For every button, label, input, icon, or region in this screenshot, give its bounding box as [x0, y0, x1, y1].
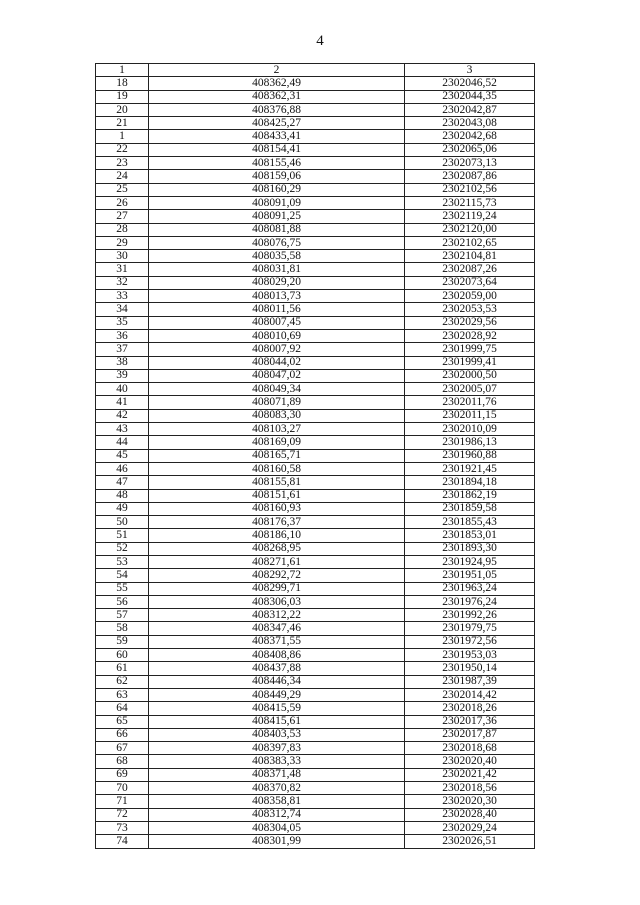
- cell-point-number: 27: [96, 210, 149, 223]
- table-row: [96, 236, 535, 249]
- cell-x-coordinate: 408071,89: [149, 396, 405, 409]
- table-row: [96, 183, 535, 196]
- table-row: [96, 502, 535, 515]
- cell-y-coordinate: 2302011,76: [405, 396, 535, 409]
- cell-x-coordinate: 408160,58: [149, 462, 405, 475]
- cell-point-number: 43: [96, 423, 149, 436]
- table-row: [96, 462, 535, 475]
- cell-y-coordinate: 2302020,30: [405, 795, 535, 808]
- cell-point-number: 65: [96, 715, 149, 728]
- table-row: [96, 263, 535, 276]
- cell-point-number: 72: [96, 808, 149, 821]
- coordinates-table: [95, 63, 535, 849]
- table-row: [96, 622, 535, 635]
- cell-point-number: 69: [96, 768, 149, 781]
- table-row: [96, 662, 535, 675]
- cell-y-coordinate: 2302120,00: [405, 223, 535, 236]
- cell-x-coordinate: 408433,41: [149, 130, 405, 143]
- cell-x-coordinate: 408165,71: [149, 449, 405, 462]
- cell-y-coordinate: 2302017,87: [405, 728, 535, 741]
- cell-point-number: 53: [96, 555, 149, 568]
- cell-x-coordinate: 408160,29: [149, 183, 405, 196]
- table-row: [96, 130, 535, 143]
- cell-y-coordinate: 2301999,41: [405, 356, 535, 369]
- table-row: [96, 356, 535, 369]
- cell-point-number: 36: [96, 329, 149, 342]
- cell-x-coordinate: 408169,09: [149, 436, 405, 449]
- cell-point-number: 73: [96, 821, 149, 834]
- cell-x-coordinate: 408312,22: [149, 609, 405, 622]
- cell-point-number: 50: [96, 516, 149, 529]
- table-row: [96, 516, 535, 529]
- cell-point-number: 63: [96, 688, 149, 701]
- cell-y-coordinate: 2301893,30: [405, 542, 535, 555]
- cell-y-coordinate: 2301894,18: [405, 476, 535, 489]
- cell-point-number: 49: [96, 502, 149, 515]
- cell-x-coordinate: 408347,46: [149, 622, 405, 635]
- cell-point-number: 30: [96, 250, 149, 263]
- cell-y-coordinate: 2302011,15: [405, 409, 535, 422]
- cell-x-coordinate: 408425,27: [149, 117, 405, 130]
- cell-x-coordinate: 408091,09: [149, 196, 405, 209]
- cell-y-coordinate: 2302065,06: [405, 143, 535, 156]
- cell-y-coordinate: 2302014,42: [405, 688, 535, 701]
- cell-x-coordinate: 408076,75: [149, 236, 405, 249]
- cell-y-coordinate: 2301987,39: [405, 675, 535, 688]
- cell-y-coordinate: 2302005,07: [405, 383, 535, 396]
- table-row: [96, 555, 535, 568]
- table-row: [96, 117, 535, 130]
- cell-y-coordinate: 2302119,24: [405, 210, 535, 223]
- cell-point-number: 38: [96, 356, 149, 369]
- cell-point-number: 51: [96, 529, 149, 542]
- cell-x-coordinate: 408312,74: [149, 808, 405, 821]
- cell-point-number: 31: [96, 263, 149, 276]
- cell-point-number: 48: [96, 489, 149, 502]
- cell-x-coordinate: 408306,03: [149, 595, 405, 608]
- table-row: [96, 489, 535, 502]
- cell-x-coordinate: 408370,82: [149, 782, 405, 795]
- cell-point-number: 58: [96, 622, 149, 635]
- cell-point-number: 21: [96, 117, 149, 130]
- cell-point-number: 26: [96, 196, 149, 209]
- cell-y-coordinate: 2302028,40: [405, 808, 535, 821]
- cell-x-coordinate: 408047,02: [149, 369, 405, 382]
- cell-point-number: 39: [96, 369, 149, 382]
- table-row: [96, 369, 535, 382]
- cell-y-coordinate: 2302044,35: [405, 90, 535, 103]
- table-row: [96, 276, 535, 289]
- cell-x-coordinate: 408362,31: [149, 90, 405, 103]
- table-row: [96, 329, 535, 342]
- table-row: [96, 595, 535, 608]
- cell-point-number: 67: [96, 742, 149, 755]
- cell-x-coordinate: 408397,83: [149, 742, 405, 755]
- cell-y-coordinate: 2302073,13: [405, 157, 535, 170]
- cell-point-number: 25: [96, 183, 149, 196]
- cell-point-number: 28: [96, 223, 149, 236]
- table-row: [96, 635, 535, 648]
- cell-y-coordinate: 2302102,56: [405, 183, 535, 196]
- table-row: [96, 742, 535, 755]
- cell-y-coordinate: 2301992,26: [405, 609, 535, 622]
- cell-y-coordinate: 2302010,09: [405, 423, 535, 436]
- cell-point-number: 55: [96, 582, 149, 595]
- cell-y-coordinate: 2302042,87: [405, 103, 535, 116]
- cell-y-coordinate: 2301953,03: [405, 649, 535, 662]
- cell-y-coordinate: 2302029,56: [405, 316, 535, 329]
- cell-point-number: 22: [96, 143, 149, 156]
- cell-point-number: 52: [96, 542, 149, 555]
- cell-y-coordinate: 2302042,68: [405, 130, 535, 143]
- table-row: [96, 702, 535, 715]
- table-row: [96, 423, 535, 436]
- cell-point-number: 37: [96, 343, 149, 356]
- cell-x-coordinate: 408049,34: [149, 383, 405, 396]
- cell-y-coordinate: 2301950,14: [405, 662, 535, 675]
- cell-y-coordinate: 2301855,43: [405, 516, 535, 529]
- table-row: [96, 582, 535, 595]
- cell-x-coordinate: 408155,81: [149, 476, 405, 489]
- table-row: [96, 715, 535, 728]
- table-row: [96, 795, 535, 808]
- cell-y-coordinate: 2301960,88: [405, 449, 535, 462]
- cell-y-coordinate: 2302087,86: [405, 170, 535, 183]
- table-row: [96, 196, 535, 209]
- cell-x-coordinate: 408103,27: [149, 423, 405, 436]
- cell-x-coordinate: 408091,25: [149, 210, 405, 223]
- table-row: [96, 303, 535, 316]
- table-row: [96, 755, 535, 768]
- cell-x-coordinate: 408371,55: [149, 635, 405, 648]
- cell-y-coordinate: 2302000,50: [405, 369, 535, 382]
- cell-y-coordinate: 2301951,05: [405, 569, 535, 582]
- table-row: [96, 688, 535, 701]
- cell-x-coordinate: 408383,33: [149, 755, 405, 768]
- table-row: [96, 157, 535, 170]
- cell-y-coordinate: 2302104,81: [405, 250, 535, 263]
- cell-y-coordinate: 2302026,51: [405, 835, 535, 848]
- cell-y-coordinate: 2302017,36: [405, 715, 535, 728]
- cell-y-coordinate: 2302020,40: [405, 755, 535, 768]
- cell-point-number: 62: [96, 675, 149, 688]
- cell-y-coordinate: 2301986,13: [405, 436, 535, 449]
- cell-y-coordinate: 2301979,75: [405, 622, 535, 635]
- cell-point-number: 47: [96, 476, 149, 489]
- cell-y-coordinate: 2302028,92: [405, 329, 535, 342]
- cell-x-coordinate: 408376,88: [149, 103, 405, 116]
- cell-x-coordinate: 408013,73: [149, 290, 405, 303]
- cell-y-coordinate: 2302043,08: [405, 117, 535, 130]
- table-row: [96, 476, 535, 489]
- cell-point-number: 20: [96, 103, 149, 116]
- column-header-point-number: 1: [96, 64, 149, 77]
- cell-point-number: 66: [96, 728, 149, 741]
- table-row: [96, 768, 535, 781]
- cell-point-number: 61: [96, 662, 149, 675]
- table-row: [96, 835, 535, 848]
- cell-point-number: 44: [96, 436, 149, 449]
- column-header-x-coordinate: 2: [149, 64, 405, 77]
- cell-x-coordinate: 408415,59: [149, 702, 405, 715]
- cell-y-coordinate: 2301862,19: [405, 489, 535, 502]
- cell-y-coordinate: 2302018,56: [405, 782, 535, 795]
- cell-point-number: 32: [96, 276, 149, 289]
- table-row: [96, 542, 535, 555]
- cell-x-coordinate: 408299,71: [149, 582, 405, 595]
- cell-x-coordinate: 408408,86: [149, 649, 405, 662]
- table-body: [96, 77, 535, 848]
- cell-y-coordinate: 2301999,75: [405, 343, 535, 356]
- cell-y-coordinate: 2302021,42: [405, 768, 535, 781]
- cell-point-number: 64: [96, 702, 149, 715]
- cell-x-coordinate: 408160,93: [149, 502, 405, 515]
- table-row: [96, 210, 535, 223]
- cell-point-number: 19: [96, 90, 149, 103]
- cell-point-number: 42: [96, 409, 149, 422]
- cell-x-coordinate: 408151,61: [149, 489, 405, 502]
- table-row: [96, 728, 535, 741]
- cell-point-number: 18: [96, 77, 149, 90]
- cell-y-coordinate: 2301963,24: [405, 582, 535, 595]
- cell-y-coordinate: 2301972,56: [405, 635, 535, 648]
- cell-point-number: 56: [96, 595, 149, 608]
- cell-y-coordinate: 2302102,65: [405, 236, 535, 249]
- table-row: [96, 821, 535, 834]
- cell-point-number: 70: [96, 782, 149, 795]
- cell-point-number: 68: [96, 755, 149, 768]
- cell-point-number: 34: [96, 303, 149, 316]
- table-row: [96, 396, 535, 409]
- cell-point-number: 57: [96, 609, 149, 622]
- cell-x-coordinate: 408415,61: [149, 715, 405, 728]
- cell-x-coordinate: 408044,02: [149, 356, 405, 369]
- page-number: 4: [316, 33, 324, 49]
- column-header-y-coordinate: 3: [405, 64, 535, 77]
- table-row: [96, 675, 535, 688]
- cell-x-coordinate: 408007,45: [149, 316, 405, 329]
- cell-x-coordinate: 408159,06: [149, 170, 405, 183]
- table-row: [96, 316, 535, 329]
- cell-x-coordinate: 408081,88: [149, 223, 405, 236]
- cell-x-coordinate: 408010,69: [149, 329, 405, 342]
- cell-point-number: 60: [96, 649, 149, 662]
- table-row: [96, 569, 535, 582]
- cell-x-coordinate: 408176,37: [149, 516, 405, 529]
- cell-x-coordinate: 408358,81: [149, 795, 405, 808]
- cell-point-number: 40: [96, 383, 149, 396]
- cell-point-number: 1: [96, 130, 149, 143]
- cell-x-coordinate: 408011,56: [149, 303, 405, 316]
- table-row: [96, 808, 535, 821]
- cell-point-number: 24: [96, 170, 149, 183]
- table-row: [96, 290, 535, 303]
- cell-y-coordinate: 2301853,01: [405, 529, 535, 542]
- cell-x-coordinate: 408437,88: [149, 662, 405, 675]
- table-row: [96, 409, 535, 422]
- cell-y-coordinate: 2302018,26: [405, 702, 535, 715]
- cell-x-coordinate: 408304,05: [149, 821, 405, 834]
- cell-x-coordinate: 408154,41: [149, 143, 405, 156]
- table-row: [96, 529, 535, 542]
- cell-point-number: 29: [96, 236, 149, 249]
- cell-y-coordinate: 2301921,45: [405, 462, 535, 475]
- table-row: [96, 449, 535, 462]
- cell-x-coordinate: 408292,72: [149, 569, 405, 582]
- cell-point-number: 59: [96, 635, 149, 648]
- cell-y-coordinate: 2302018,68: [405, 742, 535, 755]
- cell-y-coordinate: 2302029,24: [405, 821, 535, 834]
- table-row: [96, 609, 535, 622]
- cell-x-coordinate: 408035,58: [149, 250, 405, 263]
- cell-x-coordinate: 408403,53: [149, 728, 405, 741]
- cell-point-number: 71: [96, 795, 149, 808]
- table-row: [96, 250, 535, 263]
- table-row: [96, 223, 535, 236]
- cell-y-coordinate: 2302059,00: [405, 290, 535, 303]
- cell-point-number: 35: [96, 316, 149, 329]
- header-row: [96, 64, 535, 77]
- table-row: [96, 170, 535, 183]
- table-row: [96, 343, 535, 356]
- cell-point-number: 41: [96, 396, 149, 409]
- table-header: [96, 64, 535, 77]
- cell-y-coordinate: 2301859,58: [405, 502, 535, 515]
- table-row: [96, 103, 535, 116]
- table-row: [96, 436, 535, 449]
- cell-y-coordinate: 2302053,53: [405, 303, 535, 316]
- cell-x-coordinate: 408446,34: [149, 675, 405, 688]
- cell-y-coordinate: 2302046,52: [405, 77, 535, 90]
- table-row: [96, 77, 535, 90]
- cell-point-number: 74: [96, 835, 149, 848]
- cell-x-coordinate: 408155,46: [149, 157, 405, 170]
- cell-x-coordinate: 408271,61: [149, 555, 405, 568]
- table-row: [96, 143, 535, 156]
- cell-x-coordinate: 408083,30: [149, 409, 405, 422]
- cell-x-coordinate: 408007,92: [149, 343, 405, 356]
- cell-point-number: 33: [96, 290, 149, 303]
- table-row: [96, 649, 535, 662]
- cell-point-number: 54: [96, 569, 149, 582]
- table-row: [96, 90, 535, 103]
- cell-x-coordinate: 408029,20: [149, 276, 405, 289]
- cell-x-coordinate: 408301,99: [149, 835, 405, 848]
- table-row: [96, 782, 535, 795]
- cell-x-coordinate: 408371,48: [149, 768, 405, 781]
- cell-x-coordinate: 408362,49: [149, 77, 405, 90]
- cell-x-coordinate: 408449,29: [149, 688, 405, 701]
- cell-y-coordinate: 2301976,24: [405, 595, 535, 608]
- cell-y-coordinate: 2302087,26: [405, 263, 535, 276]
- cell-point-number: 45: [96, 449, 149, 462]
- cell-y-coordinate: 2301924,95: [405, 555, 535, 568]
- cell-point-number: 46: [96, 462, 149, 475]
- cell-x-coordinate: 408031,81: [149, 263, 405, 276]
- cell-point-number: 23: [96, 157, 149, 170]
- cell-y-coordinate: 2302115,73: [405, 196, 535, 209]
- table-row: [96, 383, 535, 396]
- cell-x-coordinate: 408186,10: [149, 529, 405, 542]
- cell-x-coordinate: 408268,95: [149, 542, 405, 555]
- cell-y-coordinate: 2302073,64: [405, 276, 535, 289]
